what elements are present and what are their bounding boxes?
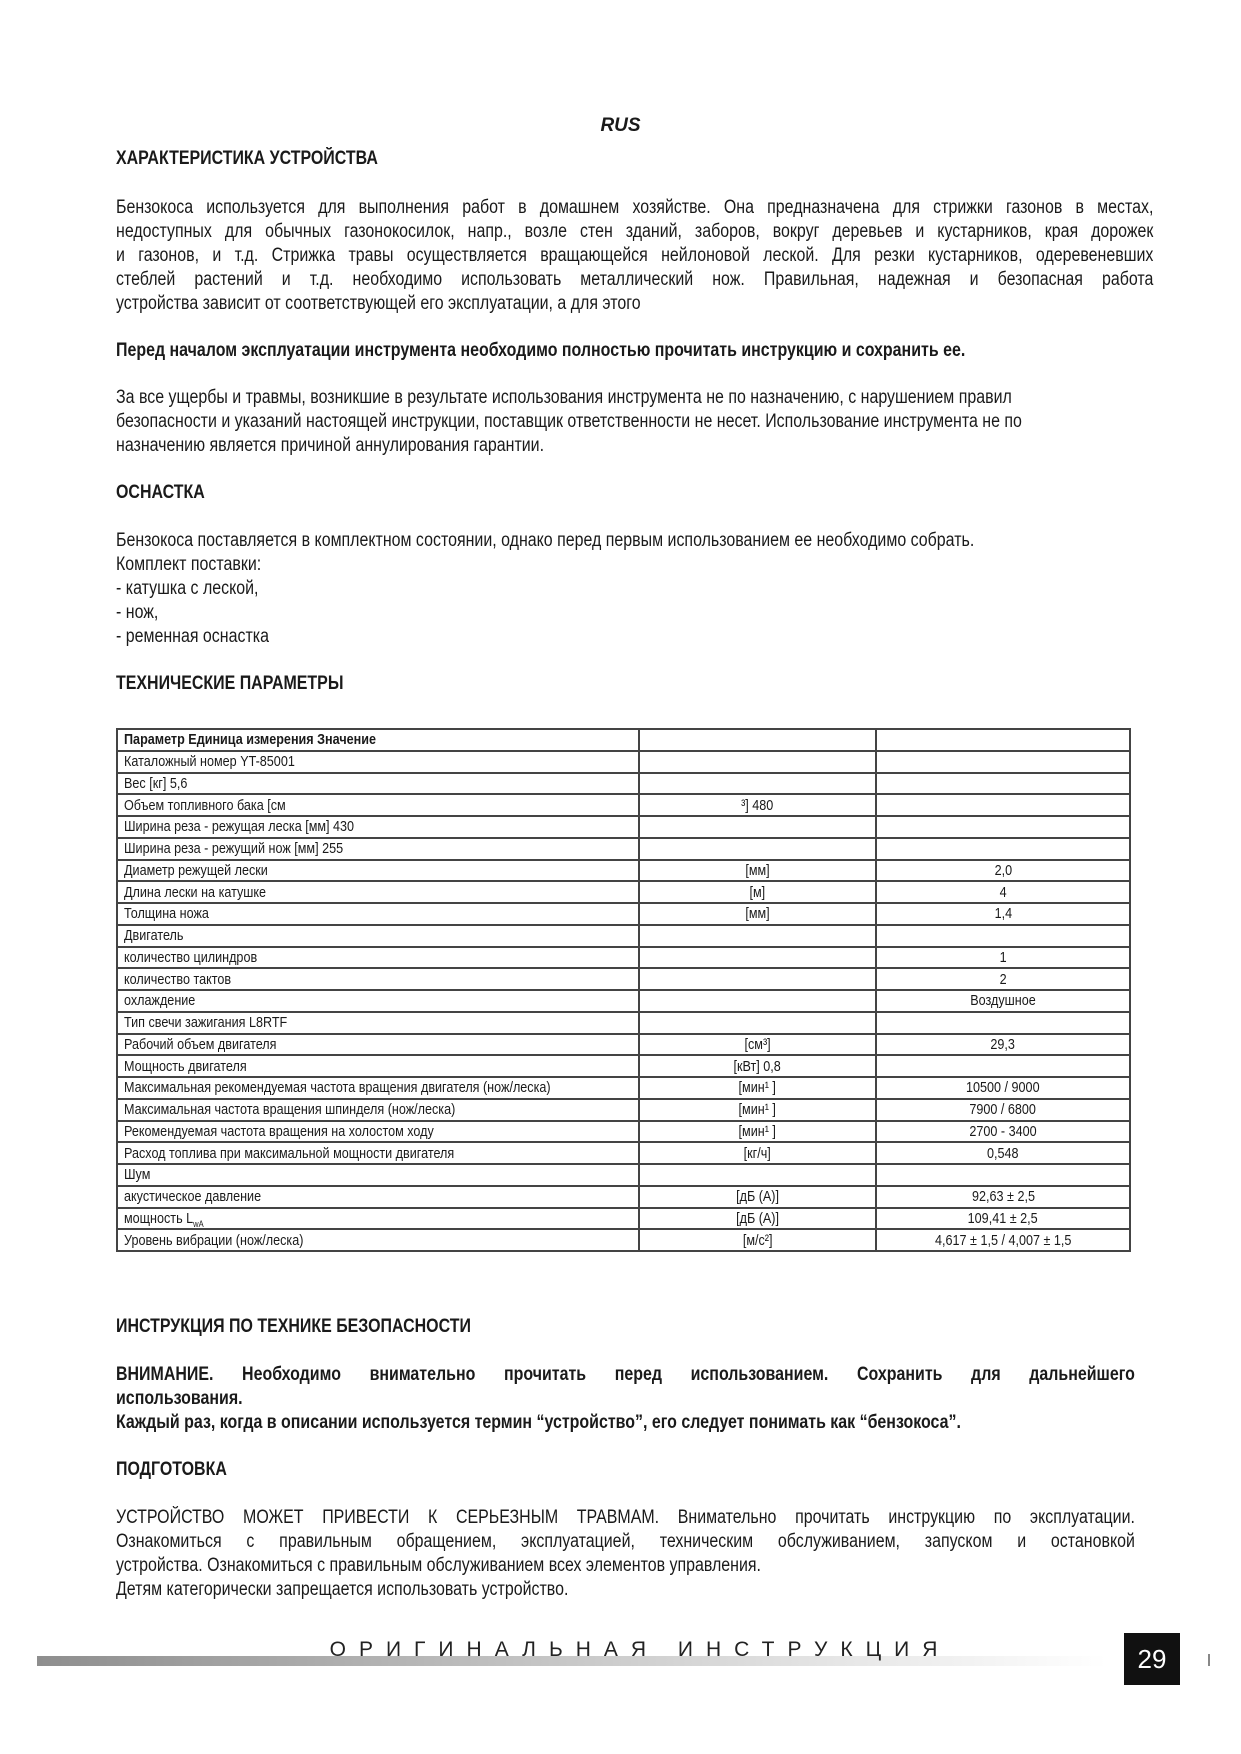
- text-line: Ознакомиться с правильным обращением, эксплуатацией, техническим обслуживанием, запуском и остановкой: [116, 1531, 1135, 1552]
- table-row: [117, 925, 1130, 947]
- cell-text: Ширина реза - режущая леска [мм] 430: [124, 818, 355, 836]
- cell-content: [968, 1209, 1038, 1228]
- text-line: и газонов, и т.д. Стрижка травы осуществляется вращающейся нейлоновой леской. Для резки кустарников, одеревеневших: [116, 245, 1154, 266]
- cell-text: Максимальная рекомендуемая частота вращения двигателя (нож/леска): [124, 1079, 551, 1097]
- unit-cell: [639, 881, 876, 903]
- value-cell: [876, 816, 1130, 838]
- unit-cell: [639, 1099, 876, 1121]
- cell-text: Шум: [124, 1166, 151, 1184]
- value-cell: [876, 1142, 1130, 1164]
- param-cell: [117, 968, 639, 990]
- text-line: назначению является причиной аннулирования гарантии.: [116, 435, 545, 456]
- paragraph-description: [116, 196, 1153, 316]
- unit-cell: [639, 947, 876, 969]
- table-row: [117, 1186, 1130, 1208]
- section-heading-preparation: [116, 1458, 1153, 1482]
- cell-content: [739, 1100, 776, 1119]
- value-cell: [876, 860, 1130, 882]
- cell-content: [999, 970, 1006, 989]
- cell-text: Вес [кг] 5,6: [124, 774, 188, 792]
- table-row: [117, 881, 1130, 903]
- value-cell: [876, 1099, 1130, 1121]
- unit-cell: [639, 1164, 876, 1186]
- text-line: Детям категорически запрещается использовать устройство.: [116, 1579, 569, 1600]
- param-cell: [117, 990, 639, 1012]
- cell-text: Двигатель: [124, 927, 184, 945]
- cell-text: 7900 / 6800: [969, 1101, 1037, 1119]
- cell-text: охлаждение: [124, 992, 196, 1010]
- page-number: 29: [1124, 1633, 1180, 1685]
- cell-content: [999, 883, 1006, 902]
- value-cell: [876, 1012, 1130, 1034]
- cell-content: [124, 730, 376, 749]
- paragraph-equipment: [116, 529, 1153, 649]
- cell-text: [см³]: [744, 1035, 771, 1053]
- table-row: [117, 968, 1130, 990]
- text-line: За все ущербы и травмы, возникшие в результате использования инструмента не по назначению, с нарушением правил: [116, 387, 1012, 408]
- table-row: [117, 751, 1130, 773]
- value-cell: [876, 947, 1130, 969]
- cell-content: [935, 1231, 1071, 1250]
- table-row: [117, 1077, 1130, 1099]
- cell-text: [кг/ч]: [743, 1144, 772, 1162]
- unit-cell: [639, 1142, 876, 1164]
- cell-content: [124, 839, 343, 858]
- cell-text: мощность L: [124, 1209, 194, 1227]
- cell-content: [745, 904, 769, 923]
- table-row: [117, 1012, 1130, 1034]
- text-line: Перед началом эксплуатации инструмента необходимо полностью прочитать инструкцию и сохранить ее.: [116, 340, 966, 361]
- cell-text: 4: [999, 883, 1007, 901]
- param-cell: [117, 816, 639, 838]
- cell-text: количество цилиндров: [124, 948, 258, 966]
- cell-text: [мм]: [745, 861, 770, 879]
- table-row: [117, 947, 1130, 969]
- unit-cell: [639, 816, 876, 838]
- cell-content: [744, 1035, 770, 1054]
- cell-text: Тип свечи зажигания L8RTF: [124, 1014, 288, 1032]
- cell-content: [124, 926, 183, 945]
- cell-content: [739, 1078, 776, 1097]
- cell-content: [987, 1144, 1019, 1163]
- param-cell: [117, 860, 639, 882]
- unit-cell: [639, 838, 876, 860]
- value-cell: [876, 1208, 1130, 1230]
- table-row: [117, 773, 1130, 795]
- param-cell: [117, 1208, 639, 1230]
- cell-content: [966, 1078, 1040, 1097]
- table-row: [117, 1208, 1130, 1230]
- cell-content: [736, 1187, 779, 1206]
- value-cell: [876, 903, 1130, 925]
- unit-cell: [639, 990, 876, 1012]
- cell-content: [124, 796, 286, 815]
- param-cell: [117, 1229, 639, 1251]
- text-line: устройства зависит от соответствующей его эксплуатации, а для этого: [116, 293, 641, 314]
- cell-text: [м/с²]: [742, 1231, 773, 1249]
- cell-content: [744, 1144, 771, 1163]
- language-tag: RUS: [600, 115, 641, 136]
- unit-cell: [639, 1208, 876, 1230]
- cell-text: Рабочий объем двигателя: [124, 1035, 277, 1053]
- unit-cell: [639, 773, 876, 795]
- unit-cell: [639, 1229, 876, 1251]
- value-cell: [876, 751, 1130, 773]
- cell-text: Толщина ножа: [124, 905, 209, 923]
- table-row: [117, 1121, 1130, 1143]
- param-cell: [117, 1164, 639, 1186]
- heading-text: ТЕХНИЧЕСКИЕ ПАРАМЕТРЫ: [116, 673, 344, 694]
- cell-text: ³] 480: [741, 796, 774, 814]
- unit-cell: [639, 729, 876, 751]
- value-cell: [876, 990, 1130, 1012]
- text-line: безопасности и указаний настоящей инструкции, поставщик ответственности не несет. Использование инструмента не по: [116, 411, 1022, 432]
- cell-text: Ширина реза - режущий нож [мм] 255: [124, 840, 344, 858]
- param-cell: [117, 903, 639, 925]
- unit-cell: [639, 1186, 876, 1208]
- unit-cell: [639, 1034, 876, 1056]
- cell-content: [124, 1100, 455, 1119]
- text-line: Бензокоса используется для выполнения работ в домашнем хозяйстве. Она предназначена для стрижки газонов в местах,: [116, 197, 1154, 218]
- text-line: Бензокоса поставляется в комплектном состоянии, однако перед первым использованием ее необходимо собрать.: [116, 530, 975, 551]
- value-cell: [876, 773, 1130, 795]
- unit-cell: [639, 1055, 876, 1077]
- text-line: устройства. Ознакомиться с правильным обслуживанием всех элементов управления.: [116, 1555, 761, 1576]
- cell-content: [124, 1165, 150, 1184]
- cell-text: [м]: [749, 883, 766, 901]
- value-cell: [876, 838, 1130, 860]
- warning-block: [116, 1363, 1135, 1435]
- cell-content: [124, 991, 195, 1010]
- specs-table: [116, 728, 1131, 1252]
- param-cell: [117, 773, 639, 795]
- value-cell: [876, 1186, 1130, 1208]
- unit-cell: [639, 1121, 876, 1143]
- param-cell: [117, 838, 639, 860]
- cell-text: 2: [999, 970, 1007, 988]
- value-cell: [876, 794, 1130, 816]
- cell-text: [мин¹ ]: [738, 1079, 777, 1097]
- param-cell: [117, 1077, 639, 1099]
- cell-text: Рекомендуемая частота вращения на холостом ходу: [124, 1122, 434, 1140]
- cell-text: Объем топливного бака [см: [124, 796, 286, 814]
- table-row: [117, 903, 1130, 925]
- cell-content: [991, 1035, 1016, 1054]
- cell-content: [124, 1013, 287, 1032]
- table-row: [117, 838, 1130, 860]
- param-cell: [117, 925, 639, 947]
- table-row: [117, 990, 1130, 1012]
- cell-text: 2700 - 3400: [969, 1122, 1037, 1140]
- value-cell: [876, 1229, 1130, 1251]
- section-heading-equipment: [116, 481, 1153, 505]
- param-cell: [117, 729, 639, 751]
- text-line: стеблей растений и т.д. необходимо использовать металлический нож. Правильная, надежная и безопасная работа: [116, 269, 1154, 290]
- cell-content: [736, 1209, 779, 1228]
- cell-content: [994, 904, 1012, 923]
- cell-content: [124, 904, 209, 923]
- table-row: [117, 794, 1130, 816]
- param-cell: [117, 1055, 639, 1077]
- heading-text: ОСНАСТКА: [116, 482, 205, 503]
- table-row: [117, 816, 1130, 838]
- text-line: Комплект поставки:: [116, 554, 262, 575]
- value-cell: [876, 1077, 1130, 1099]
- cell-content: [999, 948, 1006, 967]
- section-heading-safety: [116, 1315, 1153, 1339]
- unit-cell: [639, 968, 876, 990]
- cell-text: [мин¹ ]: [738, 1122, 777, 1140]
- cell-text: Параметр Единица измерения Значение: [124, 731, 377, 749]
- cell-content: [124, 1035, 276, 1054]
- cell-content: [124, 1231, 303, 1250]
- cell-text: Мощность двигателя: [124, 1057, 247, 1075]
- cell-text: количество тактов: [124, 970, 232, 988]
- cell-content: [743, 1231, 773, 1250]
- text-line: ВНИМАНИЕ. Необходимо внимательно прочитать перед использованием. Сохранить для дальнейшего: [116, 1364, 1135, 1385]
- table-row: [117, 1229, 1130, 1251]
- cell-content: [971, 1187, 1034, 1206]
- section-heading-specs: [116, 672, 1153, 696]
- cell-content: [124, 1078, 551, 1097]
- text-line: использования.: [116, 1388, 243, 1409]
- page-edge-mark: [1208, 1654, 1210, 1666]
- cell-content: [124, 1209, 204, 1228]
- paragraph-preparation: [116, 1506, 1135, 1602]
- unit-cell: [639, 794, 876, 816]
- unit-cell: [639, 860, 876, 882]
- cell-content: [750, 883, 766, 902]
- text-line: УСТРОЙСТВО МОЖЕТ ПРИВЕСТИ К СЕРЬЕЗНЫМ ТРАВМАМ. Внимательно прочитать инструкцию по эксплуатации.: [116, 1507, 1135, 1528]
- unit-cell: [639, 751, 876, 773]
- param-cell: [117, 1034, 639, 1056]
- cell-text: 29,3: [990, 1035, 1016, 1053]
- cell-content: [970, 991, 1036, 1010]
- param-cell: [117, 1012, 639, 1034]
- param-cell: [117, 1099, 639, 1121]
- table-row: [117, 1055, 1130, 1077]
- value-cell: [876, 968, 1130, 990]
- table-header-row: [117, 729, 1130, 751]
- cell-content: [969, 1122, 1036, 1141]
- list-item: - катушка с леской,: [116, 578, 259, 599]
- cell-content: [124, 774, 187, 793]
- cell-text: 4,617 ± 1,5 / 4,007 ± 1,5: [934, 1231, 1072, 1249]
- value-cell: [876, 1055, 1130, 1077]
- cell-text: 2,0: [994, 861, 1012, 879]
- param-cell: [117, 947, 639, 969]
- cell-content: [124, 1187, 261, 1206]
- unit-cell: [639, 1012, 876, 1034]
- cell-text: Расход топлива при максимальной мощности двигателя: [124, 1144, 455, 1162]
- cell-text: Максимальная частота вращения шпинделя (нож/леска): [124, 1101, 456, 1119]
- table-row: [117, 1142, 1130, 1164]
- cell-content: [124, 883, 266, 902]
- value-cell: [876, 881, 1130, 903]
- footer-text: ОРИГИНАЛЬНАЯ ИНСТРУКЦИЯ: [329, 1638, 951, 1661]
- table-row: [117, 860, 1130, 882]
- cell-content: [124, 861, 268, 880]
- value-cell: [876, 925, 1130, 947]
- cell-text: Уровень вибрации (нож/леска): [124, 1231, 304, 1249]
- param-cell: [117, 881, 639, 903]
- param-cell: [117, 1186, 639, 1208]
- cell-content: [124, 1144, 454, 1163]
- cell-content: [124, 752, 295, 771]
- text-line: недоступных для обычных газонокосилок, напр., возле стен зданий, заборов, вокруг деревьев и кустарников, края дорожек: [116, 221, 1154, 242]
- cell-text: 92,63 ± 2,5: [971, 1188, 1035, 1206]
- cell-text: [дБ (A)]: [735, 1209, 779, 1227]
- cell-text: Воздушное: [970, 992, 1036, 1010]
- heading-text: ХАРАКТЕРИСТИКА УСТРОЙСТВА: [116, 148, 378, 169]
- value-cell: [876, 729, 1130, 751]
- cell-content: [741, 796, 773, 815]
- cell-text: Каталожный номер YT-85001: [124, 753, 295, 771]
- cell-text: 0,548: [987, 1144, 1019, 1162]
- cell-text: 10500 / 9000: [966, 1079, 1040, 1097]
- bold-note: [116, 339, 1153, 363]
- cell-content: [124, 1057, 247, 1076]
- cell-content: [739, 1122, 776, 1141]
- cell-content: [994, 861, 1012, 880]
- unit-cell: [639, 903, 876, 925]
- param-cell: [117, 794, 639, 816]
- param-cell: [117, 1121, 639, 1143]
- value-cell: [876, 1034, 1130, 1056]
- list-item: - ременная оснастка: [116, 626, 269, 647]
- cell-text: акустическое давление: [124, 1188, 262, 1206]
- cell-text: Длина лески на катушке: [124, 883, 267, 901]
- table-row: [117, 1099, 1130, 1121]
- cell-text: 1,4: [994, 905, 1012, 923]
- cell-content: [124, 817, 354, 836]
- cell-text: [мм]: [745, 905, 770, 923]
- text-line: Каждый раз, когда в описании используется термин “устройство”, его следует понимать как “бензокоса”.: [116, 1412, 961, 1433]
- list-item: - нож,: [116, 602, 159, 623]
- heading-text: ПОДГОТОВКА: [116, 1459, 227, 1480]
- heading-text: ИНСТРУКЦИЯ ПО ТЕХНИКЕ БЕЗОПАСНОСТИ: [116, 1316, 471, 1337]
- subscript-text: wA: [193, 1218, 204, 1229]
- cell-text: Диаметр режущей лески: [124, 861, 268, 879]
- cell-text: [мин¹ ]: [738, 1101, 777, 1119]
- cell-text: [кВт] 0,8: [733, 1057, 782, 1075]
- unit-cell: [639, 925, 876, 947]
- section-heading-characteristics: [116, 147, 1153, 171]
- table-row: [117, 1164, 1130, 1186]
- paragraph-liability: [116, 386, 1153, 458]
- table-row: [117, 1034, 1130, 1056]
- cell-text: 109,41 ± 2,5: [967, 1209, 1038, 1227]
- param-cell: [117, 751, 639, 773]
- cell-content: [124, 948, 257, 967]
- cell-text: [дБ (A)]: [735, 1188, 779, 1206]
- cell-content: [970, 1100, 1037, 1119]
- cell-text: 1: [999, 948, 1007, 966]
- unit-cell: [639, 1077, 876, 1099]
- cell-content: [745, 861, 769, 880]
- value-cell: [876, 1121, 1130, 1143]
- cell-content: [734, 1057, 781, 1076]
- cell-content: [124, 970, 231, 989]
- cell-content: [124, 1122, 434, 1141]
- param-cell: [117, 1142, 639, 1164]
- value-cell: [876, 1164, 1130, 1186]
